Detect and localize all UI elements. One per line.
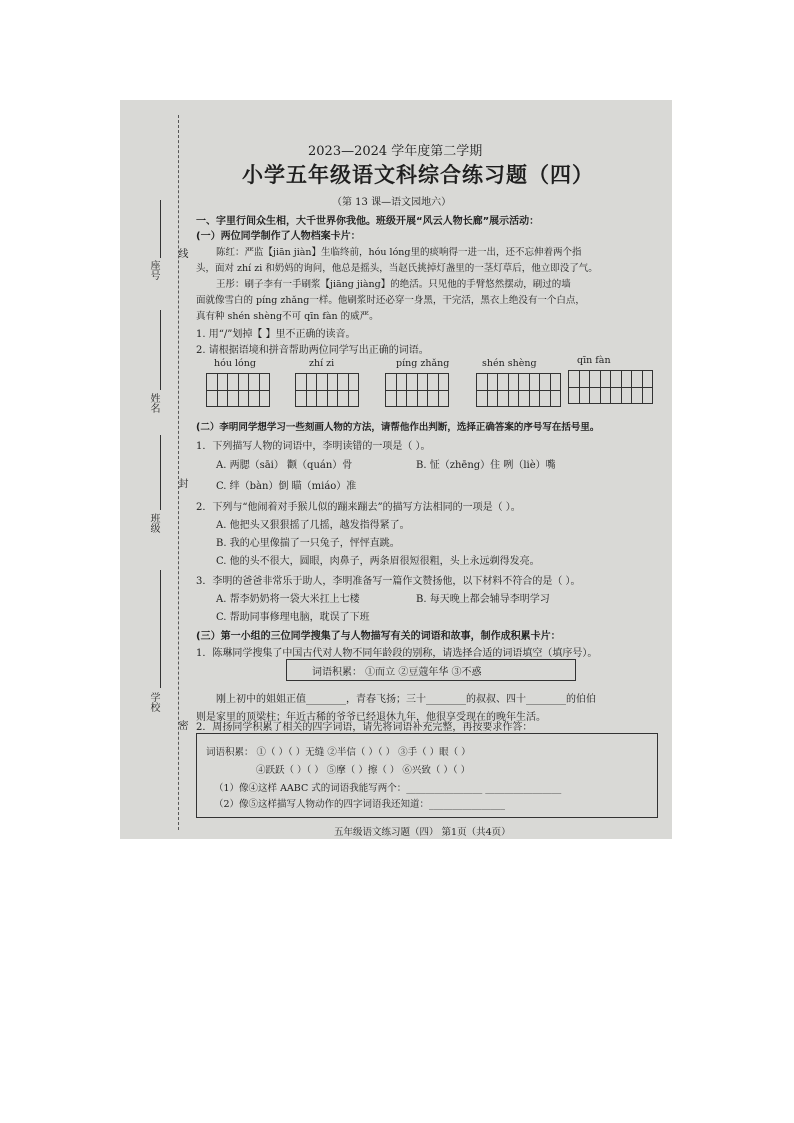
section2-heading: (二）李明同学想学习一些刻画人物的方法，请帮他作出判断，选择正确答案的序号写在括号里。 bbox=[196, 422, 600, 433]
para1-line2: 头，面对 zhí zi 和奶妈的询问，他总是摇头，当赵氏挑掉灯盏里的一茎灯草后，他立即没了气。 bbox=[196, 263, 598, 274]
margin-secret-char: 密 bbox=[176, 720, 187, 730]
page-footer: 五年级语文练习题（四） 第1页（共4页） bbox=[334, 827, 511, 838]
section1-heading: 一、字里行间众生相，大千世界你我他。班级开展“风云人物长廊”展示活动： bbox=[196, 216, 540, 227]
para2-line1: 王彤：刷子李有一手刷浆【jiāng jiàng】的绝活。只见他的手臂悠然摆动，刷过的墙 bbox=[216, 279, 571, 290]
para2-line2: 面就像雪白的 píng zhǎng一样。他刷浆时还必穿一身黑，干完活，黑衣上绝没有一个白点， bbox=[196, 295, 585, 306]
pinyin-label: hóu lóng bbox=[214, 358, 256, 369]
seat-field[interactable] bbox=[160, 200, 161, 258]
question-2-2-option-b: B. 我的心里像揣了一只兔子，怦怦直跳。 bbox=[216, 538, 400, 549]
question-2-2-option-a: A. 他把头又狠狠摇了几摇，越发指得紧了。 bbox=[216, 520, 410, 531]
question-2-1-option-c: C. 绊（bàn）倒 瞄（miáo）准 bbox=[216, 481, 357, 492]
pinyin-label: píng zhǎng bbox=[396, 358, 450, 369]
question-2-3: 3．李明的爸爸非常乐于助人，李明准备写一篇作文赞扬他，以下材料不符合的是（ ）。 bbox=[196, 576, 581, 587]
idiom-question-1: （1）像④这样 AABC 式的词语我能写两个：________________ ________________ bbox=[214, 783, 562, 794]
pinyin-label: zhí zi bbox=[309, 358, 335, 369]
school-field[interactable] bbox=[160, 570, 161, 688]
class-field[interactable] bbox=[160, 435, 161, 510]
question-2-3-option-a: A. 帮李奶奶将一袋大米扛上七楼 bbox=[216, 594, 360, 605]
question-2-1-option-a: A. 两腮（sāi） 颧（quán）骨 bbox=[216, 460, 353, 471]
question-2-1: 1．下列描写人物的词语中，李明读错的一项是（ ）。 bbox=[196, 441, 431, 452]
subtitle: （第 13 课—语文园地六） bbox=[332, 197, 452, 208]
section1-part1-heading: (一）两位同学制作了人物档案卡片： bbox=[196, 231, 361, 242]
pinyin-label: shén shèng bbox=[482, 358, 537, 369]
writing-grid-shensheng[interactable] bbox=[476, 373, 560, 407]
main-title: 小学五年级语文科综合练习题（四） bbox=[242, 162, 594, 187]
writing-grid-houlong[interactable] bbox=[206, 373, 269, 407]
year-title: 2023—2024 学年度第二学期 bbox=[308, 144, 483, 159]
name-field[interactable] bbox=[160, 310, 161, 390]
question-1-2: 2. 请根据语境和拼音帮助两位同学写出正确的词语。 bbox=[196, 345, 429, 356]
pinyin-label: qīn fàn bbox=[577, 355, 611, 366]
writing-grid-qinfan[interactable] bbox=[568, 370, 652, 404]
word-bank-text: 词语积累： ①而立 ②豆蔻年华 ③不惑 bbox=[312, 667, 482, 678]
question-3-2: 2．周扬同学积累了相关的四字词语，请先将词语补充完整，再按要求作答： bbox=[196, 722, 533, 733]
section3-heading: (三）第一小组的三位同学搜集了与人物描写有关的词语和故事，制作成积累卡片： bbox=[196, 631, 561, 642]
question-2-1-option-b: B. 怔（zhēng）住 咧（liè）嘴 bbox=[416, 460, 556, 471]
question-3-1-text-line1: 刚上初中的姐姐正值________，青春飞扬；三十________的叔叔、四十________的伯伯 bbox=[216, 694, 596, 705]
seat-label: 座号 bbox=[148, 260, 159, 280]
para1-line1: 陈红：严监【jiān jiàn】生临终前，hóu lóng里的痰响得一进一出，还不忘伸着两个指 bbox=[216, 247, 582, 258]
question-2-2-option-c: C. 他的头不很大，圆眼，肉鼻子，两条眉很短很粗，头上永远剃得发亮。 bbox=[216, 556, 540, 567]
margin-line-char: 线 bbox=[176, 248, 187, 258]
idiom-question-2: （2）像⑤这样描写人物动作的四字词语我还知道：________________ bbox=[214, 799, 506, 810]
question-3-1: 1．陈琳同学搜集了中国古代对人物不同年龄段的别称，请选择合适的词语填空（填序号）。 bbox=[196, 648, 598, 659]
margin-seal-char: 封 bbox=[176, 478, 187, 488]
question-2-3-option-c: C. 帮助同事修理电脑，耽误了下班 bbox=[216, 612, 370, 623]
question-3-1-text-line2: 则是家里的顶梁柱；年近古稀的爷爷已经退休九年，他很享受现在的晚年生活。 bbox=[196, 712, 546, 723]
question-2-2: 2．下列与“他闹着对手猴儿似的蹦来蹦去”的描写方法相同的一项是（ ）。 bbox=[196, 502, 521, 513]
writing-grid-pingzhang[interactable] bbox=[385, 373, 448, 407]
idiom-line2: ④跃跃（ ）（ ） ⑤摩（ ）擦（ ） ⑥兴致（ ）（ ） bbox=[256, 765, 471, 776]
idiom-line1: 词语积累： ①（ ）（ ）无缝 ②半信（ ）（ ） ③手（ ）眼（ ） bbox=[206, 747, 471, 758]
school-label: 学校 bbox=[148, 692, 159, 712]
class-label: 班级 bbox=[148, 513, 159, 533]
para2-line3: 真有种 shén shèng不可 qīn fàn 的威严。 bbox=[196, 311, 379, 322]
question-1-1: 1. 用“/”划掉【 】里不正确的读音。 bbox=[196, 329, 356, 340]
writing-grid-zhizi[interactable] bbox=[295, 373, 358, 407]
question-2-3-option-b: B. 每天晚上都会辅导李明学习 bbox=[416, 594, 550, 605]
exam-paper bbox=[120, 100, 672, 839]
name-label: 姓名 bbox=[148, 393, 159, 413]
